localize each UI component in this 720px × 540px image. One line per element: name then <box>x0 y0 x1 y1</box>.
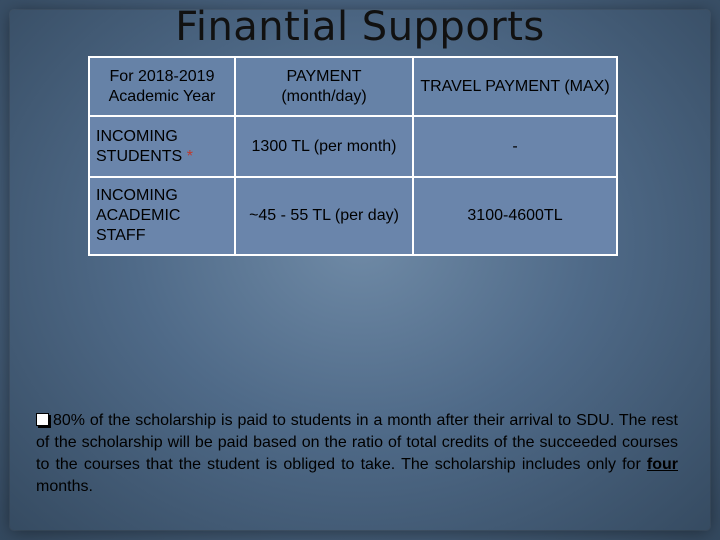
row-marker: * <box>186 147 193 165</box>
row-category-cell <box>89 177 235 255</box>
row-travel-payment: 3100-4600TL <box>413 177 617 255</box>
row-category-cell <box>89 116 235 177</box>
table-header-row <box>89 57 617 116</box>
row-payment: ~45 - 55 TL (per day) <box>235 177 413 255</box>
header-academic-year: For 2018-2019 Academic Year <box>89 57 235 116</box>
row-travel-payment: - <box>413 116 617 177</box>
note-emphasis: four <box>646 456 678 473</box>
header-travel-payment: TRAVEL PAYMENT (MAX) <box>413 57 617 116</box>
table-row <box>89 177 617 255</box>
checkbox-bullet-icon <box>36 413 49 426</box>
note-text: 80% of the scholarship is paid to students in a month after their arrival to SDU. The rest of the scholarship will be paid based on the ratio of total credits of the succeeded courses to the courses that the student is obliged to take. The scholarship includes only for <box>36 412 678 473</box>
financial-support-table <box>88 56 618 256</box>
page-title: Finantial Supports <box>175 4 545 50</box>
row-payment: 1300 TL (per month) <box>235 116 413 177</box>
table-row <box>89 116 617 177</box>
header-payment: PAYMENT (month/day) <box>235 57 413 116</box>
note-text-end: months. <box>36 478 93 495</box>
row-category: INCOMING STUDENTS <box>96 127 183 165</box>
scholarship-note <box>36 410 678 498</box>
row-category: INCOMING ACADEMIC STAFF <box>96 187 181 244</box>
